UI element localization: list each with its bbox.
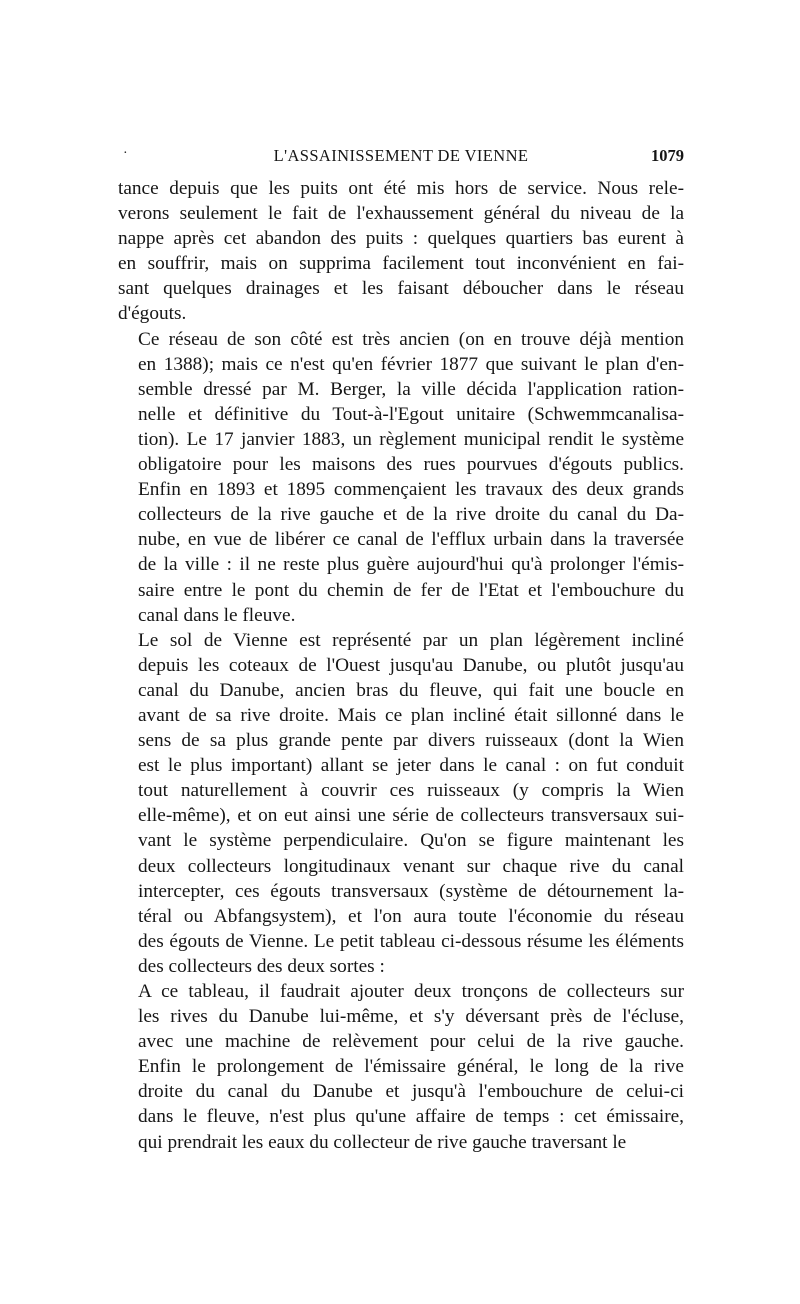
text-line: nappe après cet abandon des puits : quelques quartiers bas eurent à [118,228,684,250]
text-line: droite du canal du Danube et jusqu'à l'embouchure de celui-ci [138,1081,684,1103]
text-line: tout naturellement à couvrir ces ruisseaux (y compris la Wien [138,780,684,802]
text-line: des égouts de Vienne. Le petit tableau ci-dessous résume les éléments [138,930,684,952]
text-line: sens de sa plus grande pente par divers ruisseaux (dont la Wien [138,730,684,752]
text-line: saire entre le pont du chemin de fer de l'Etat et l'embouchure du [138,579,684,601]
text-line: elle-même), et on eut ainsi une série de collecteurs transversaux sui- [138,805,684,827]
text-line: vant le système perpendiculaire. Qu'on se figure maintenant les [138,830,684,852]
header-mark: · [123,146,128,161]
text-line: nelle et définitive du Tout-à-l'Egout unitaire (Schwemmcanalisa- [138,403,684,425]
running-header [118,146,684,168]
text-line: Enfin en 1893 et 1895 commençaient les travaux des deux grands [138,479,684,501]
text-line: avec une machine de relèvement pour celui de la rive gauche. [138,1031,684,1053]
text-line: en 1388); mais ce n'est qu'en février 1877 que suivant le plan d'en- [138,353,684,375]
text-line: nube, en vue de libérer ce canal de l'efflux urbain dans la traversée [138,529,684,551]
text-line: est le plus important) allant se jeter dans le canal : on fut conduit [138,755,684,777]
text-line: sant quelques drainages et les faisant déboucher dans le réseau [118,278,684,300]
page-number: 1079 [651,146,684,165]
text-line: obligatoire pour les maisons des rues pourvues d'égouts publics. [138,454,684,476]
text-line: canal dans le fleuve. [138,604,296,626]
text-line: téral ou Abfangsystem), et l'on aura toute l'économie du réseau [138,905,684,927]
text-line: intercepter, ces égouts transversaux (système de détournement la- [138,880,684,902]
text-line: tance depuis que les puits ont été mis hors de service. Nous rele- [118,178,684,199]
text-line: A ce tableau, il faudrait ajouter deux tronçons de collecteurs sur [138,981,684,1002]
body-text [118,176,684,1155]
text-line: d'égouts. [118,303,187,325]
text-line: les rives du Danube lui-même, et s'y déversant près de l'écluse, [138,1006,684,1028]
text-line: collecteurs de la rive gauche et de la rive droite du canal du Da- [138,504,684,526]
text-line: qui prendrait les eaux du collecteur de rive gauche traversant le [138,1131,627,1153]
text-line: semble dressé par M. Berger, la ville décida l'application ration- [138,378,684,400]
text-line: de la ville : il ne reste plus guère aujourd'hui qu'à prolonger l'émis- [138,554,684,576]
paragraph [118,628,684,979]
text-line: en souffrir, mais on supprima facilement tout inconvénient en fai- [118,253,684,275]
text-line: Le sol de Vienne est représenté par un plan légèrement incliné [138,629,684,651]
text-line: dans le fleuve, n'est plus qu'une affaire de temps : cet émissaire, [138,1106,684,1128]
text-line: avant de sa rive droite. Mais ce plan incliné était sillonné dans le [138,704,684,726]
text-line: verons seulement le fait de l'exhaussement général du niveau de la [118,203,684,225]
paragraph [118,979,684,1155]
running-title: L'ASSAINISSEMENT DE VIENNE [273,146,529,165]
text-line: tion). Le 17 janvier 1883, un règlement municipal rendit le système [138,428,684,450]
text-line: depuis les coteaux de l'Ouest jusqu'au Danube, ou plutôt jusqu'au [138,654,684,676]
text-line: Ce réseau de son côté est très ancien (on en trouve déjà mention [138,328,684,350]
paragraph [118,327,684,628]
paragraph [118,176,684,327]
text-line: des collecteurs des deux sortes : [138,955,385,977]
text-line: Enfin le prolongement de l'émissaire général, le long de la rive [138,1056,684,1078]
text-line: deux collecteurs longitudinaux venant sur chaque rive du canal [138,855,684,877]
text-line: canal du Danube, ancien bras du fleuve, qui fait une boucle en [138,679,684,701]
